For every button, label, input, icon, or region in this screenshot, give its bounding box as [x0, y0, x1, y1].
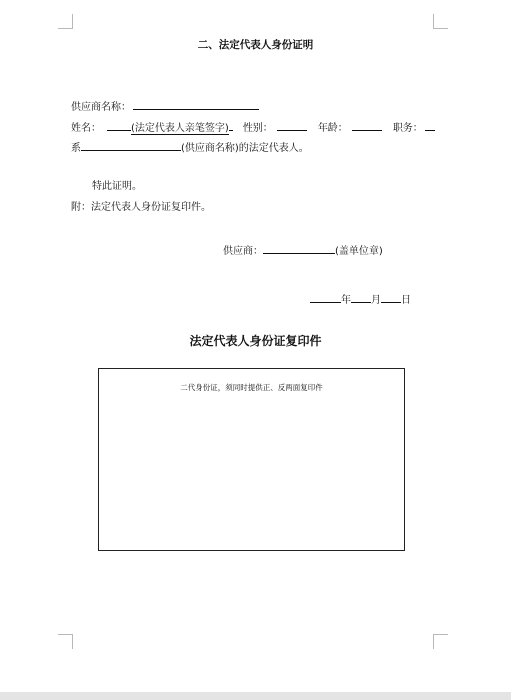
signature-hint: (法定代表人亲笔签字) [131, 123, 229, 134]
line3-suffix: (供应商名称)的法定代表人。 [181, 143, 309, 154]
position-blank[interactable] [425, 119, 435, 131]
gender-label: 性别： [242, 123, 273, 134]
id-copy-box [98, 368, 405, 551]
crop-mark-bottom-left [58, 634, 73, 649]
age-blank[interactable] [352, 119, 382, 131]
age-label: 年龄： [317, 123, 348, 134]
seal-hint: (盖单位章) [335, 246, 383, 257]
year-label: 年 [341, 295, 351, 306]
legal-rep-info-line [71, 119, 435, 136]
day-label: 日 [401, 295, 411, 306]
id-copy-note: 二代身份证，须同时提供正、反两面复印件 [180, 383, 323, 392]
supplier-name-label: 供应商名称： [71, 102, 131, 113]
supplier-sign-label: 供应商： [223, 246, 263, 257]
document-title: 二、法定代表人身份证明 [197, 39, 314, 51]
position-label: 职务： [392, 123, 423, 134]
supplier-name-blank[interactable] [133, 98, 259, 110]
company-name-blank[interactable] [81, 139, 181, 151]
month-label: 月 [371, 295, 381, 306]
viewer-bottom-strip [0, 692, 511, 700]
supplier-sign-line [223, 242, 383, 259]
signature-blank-tail [229, 119, 233, 131]
supplier-name-line [71, 98, 259, 115]
crop-mark-bottom-right [433, 634, 448, 649]
attachment-text: 附：法定代表人身份证复印件。 [71, 202, 211, 213]
gender-blank[interactable] [277, 119, 307, 131]
day-blank[interactable] [381, 291, 401, 303]
legal-rep-of-line [71, 139, 309, 156]
date-line [310, 291, 411, 308]
crop-mark-top-left [58, 14, 73, 29]
certify-text: 特此证明。 [92, 181, 142, 192]
crop-mark-top-right [433, 14, 448, 29]
name-label: 姓名： [71, 123, 101, 134]
id-copy-title: 法定代表人身份证复印件 [189, 334, 322, 348]
line3-prefix: 系 [71, 143, 81, 154]
year-blank[interactable] [310, 291, 341, 303]
name-blank[interactable] [107, 119, 131, 131]
supplier-sign-blank[interactable] [263, 242, 335, 254]
month-blank[interactable] [351, 291, 371, 303]
